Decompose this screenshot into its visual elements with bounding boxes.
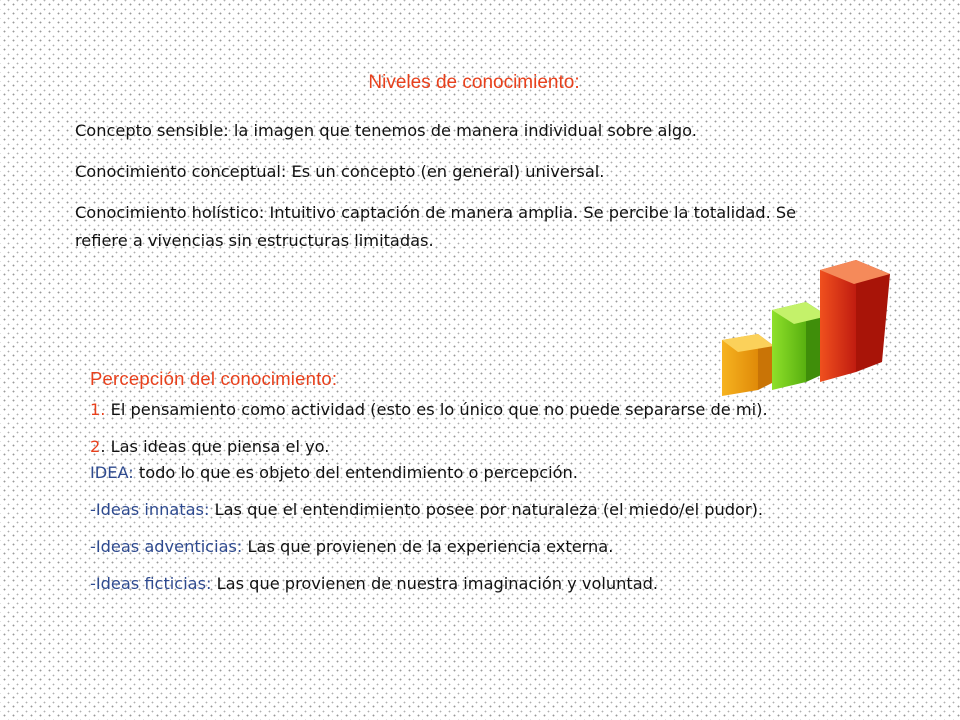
- paragraph-conocimiento-holistico: Conocimiento holístico: Intuitivo captación de manera amplia. Se percibe la totalidad. Se refiere a vivencias sin estructuras limitadas.: [75, 203, 797, 250]
- bar-red: [820, 260, 890, 382]
- item-innatas: [90, 497, 845, 523]
- item-one-text: El pensamiento como actividad (esto es lo único que no puede separarse de mi).: [105, 400, 768, 419]
- item-one: [90, 397, 845, 423]
- section-subtitle: Percepción del conocimiento:: [90, 368, 338, 389]
- definitions-block: [75, 117, 845, 268]
- ficticias-label: -Ideas ficticias:: [90, 574, 212, 593]
- bar-orange: [722, 334, 774, 396]
- item-two-number: 2: [90, 437, 101, 456]
- bar-green: [772, 302, 828, 390]
- item-ficticias: [90, 571, 845, 597]
- paragraph-conocimiento-conceptual: Conocimiento conceptual: Es un concepto (en general) universal.: [75, 162, 605, 181]
- bar-chart-illustration: [708, 250, 904, 398]
- innatas-text: Las que el entendimiento posee por naturaleza (el miedo/el pudor).: [209, 500, 764, 519]
- item-two: [90, 434, 845, 486]
- innatas-label: -Ideas innatas:: [90, 500, 210, 519]
- item-adventicias: [90, 534, 845, 560]
- slide-title: Niveles de conocimiento:: [368, 72, 580, 93]
- idea-text: todo lo que es objeto del entendimiento o percepción.: [133, 463, 578, 482]
- adventicias-label: -Ideas adventicias:: [90, 537, 243, 556]
- paragraph-concepto-sensible: Concepto sensible: la imagen que tenemos de manera individual sobre algo.: [75, 121, 697, 140]
- adventicias-text: Las que provienen de la experiencia externa.: [242, 537, 614, 556]
- ficticias-text: Las que provienen de nuestra imaginación y voluntad.: [211, 574, 659, 593]
- item-one-number: 1.: [90, 400, 106, 419]
- item-two-text: . Las ideas que piensa el yo.: [100, 437, 330, 456]
- perception-block: [90, 397, 845, 608]
- idea-label: IDEA:: [90, 463, 134, 482]
